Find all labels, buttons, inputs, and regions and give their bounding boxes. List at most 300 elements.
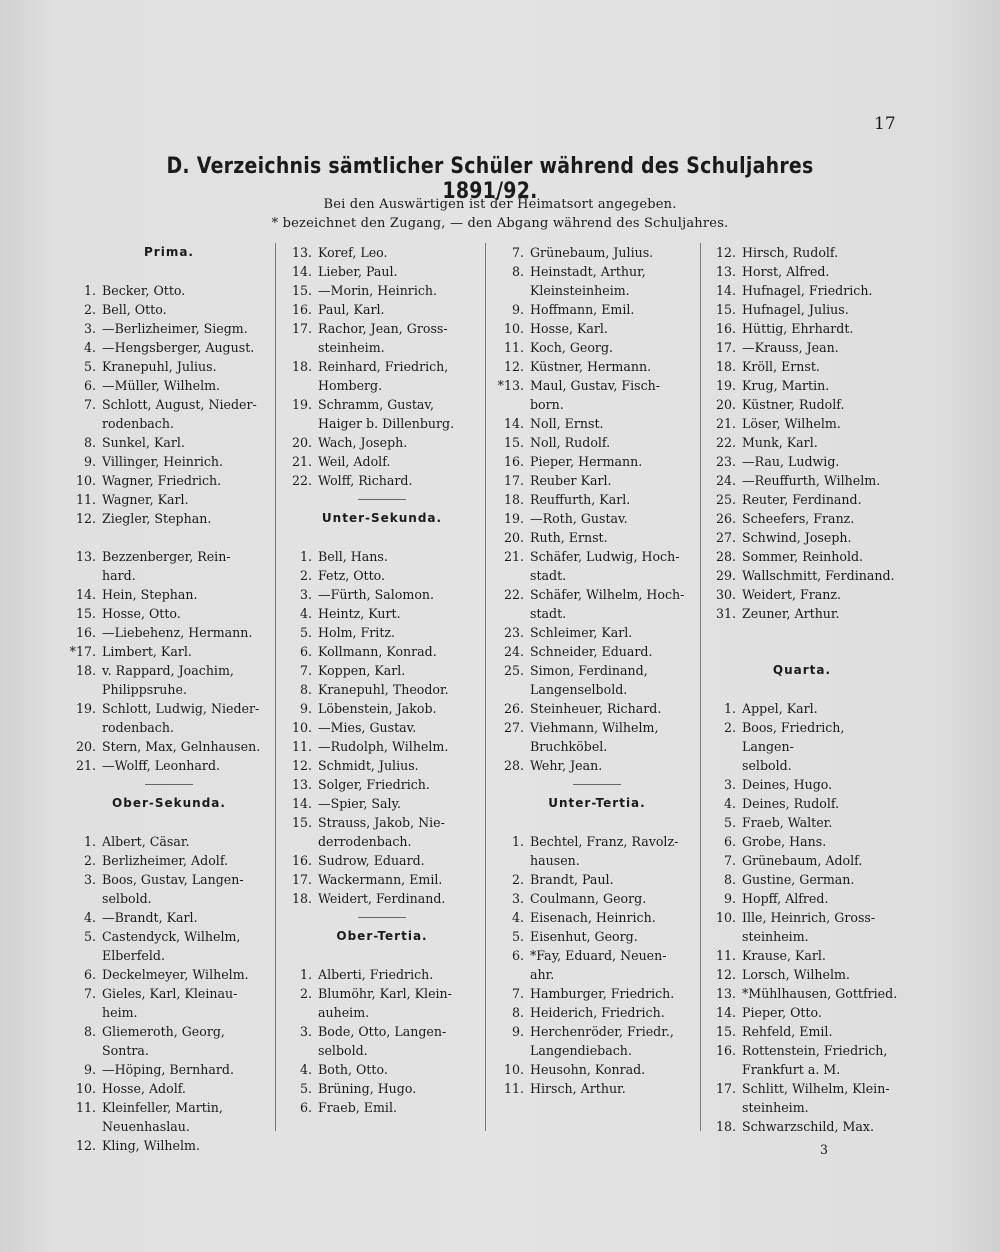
student-name: Hamburger, Friedrich. (530, 986, 675, 1001)
student-name: —Berlizheimer, Siegm. (102, 321, 248, 336)
entry-number: 17. (503, 473, 524, 488)
subtitle-line-1: Bei den Auswärtigen ist der Heimatsort angegeben. (323, 197, 677, 212)
section-divider (573, 784, 621, 785)
student-hometown: stadt. (530, 568, 567, 583)
student-name: —Spier, Saly. (318, 796, 402, 811)
student-name: Lorsch, Wilhelm. (742, 967, 850, 982)
spacer (706, 642, 898, 661)
student-name: Wallschmitt, Ferdinand. (742, 568, 895, 583)
list-item (494, 528, 700, 547)
page-number: 17 (874, 114, 896, 134)
student-name: Schwind, Joseph. (742, 530, 852, 545)
entry-number: 13. (715, 986, 736, 1001)
list-item (706, 1117, 898, 1136)
list-item (66, 433, 272, 452)
list-item (706, 547, 898, 566)
list-item (282, 281, 482, 300)
student-list-unter-sekunda-2 (494, 243, 700, 775)
entry-number: 11. (503, 340, 524, 355)
student-name: Herchenröder, Friedr., (530, 1024, 674, 1039)
student-name: Schäfer, Ludwig, Hoch- (530, 549, 680, 564)
entry-number: 3. (723, 777, 736, 792)
student-name: —Brandt, Karl. (102, 910, 198, 925)
list-item (282, 262, 482, 281)
list-item (66, 965, 272, 984)
student-name: Löser, Wilhelm. (742, 416, 841, 431)
list-item (494, 547, 700, 566)
student-name: Reuffurth, Karl. (530, 492, 631, 507)
list-item (706, 414, 898, 433)
list-item (66, 585, 272, 604)
entry-number: 19. (291, 397, 312, 412)
list-item (494, 490, 700, 509)
student-hometown: born. (530, 397, 564, 412)
student-name: Schlott, August, Nieder- (102, 397, 257, 412)
student-name: Weidert, Franz. (742, 587, 842, 602)
list-item (282, 680, 482, 699)
entry-number: 11. (291, 739, 312, 754)
student-name: Ruth, Ernst. (530, 530, 608, 545)
list-item (706, 794, 898, 813)
list-item (706, 1022, 898, 1041)
list-item (66, 452, 272, 471)
entry-number: 29. (715, 568, 736, 583)
entry-number: 1. (511, 834, 524, 849)
student-name: —Reuffurth, Wilhelm. (742, 473, 881, 488)
student-name: Kranepuhl, Theodor. (318, 682, 449, 697)
list-item (282, 433, 482, 452)
student-name: Gliemeroth, Georg, (102, 1024, 225, 1039)
entry-number: 20. (503, 530, 524, 545)
list-item (66, 509, 272, 528)
list-item (66, 642, 272, 661)
entry-number: 8. (83, 435, 96, 450)
entry-number: 21. (291, 454, 312, 469)
list-item (494, 984, 700, 1003)
entry-number: 16. (75, 625, 96, 640)
list-item (282, 775, 482, 794)
list-item (706, 528, 898, 547)
entry-number: 21. (503, 549, 524, 564)
student-name: —Rudolph, Wilhelm. (318, 739, 449, 754)
list-item (66, 300, 272, 319)
entry-number: 7. (511, 986, 524, 1001)
entry-number: 15. (291, 283, 312, 298)
entry-number: 8. (511, 1005, 524, 1020)
list-item (66, 832, 272, 851)
student-name: Albert, Cäsar. (102, 834, 190, 849)
entry-number: 5. (511, 929, 524, 944)
list-item (494, 376, 700, 395)
student-name: Krug, Martin. (742, 378, 830, 393)
student-name: Kleinfeller, Martin, (102, 1100, 223, 1115)
list-item (494, 471, 700, 490)
student-name: Kollmann, Konrad. (318, 644, 437, 659)
student-name: Ziegler, Stephan. (102, 511, 212, 526)
entry-number: 6. (299, 644, 312, 659)
column-divider (275, 243, 276, 1131)
list-item (706, 946, 898, 965)
entry-number: 6. (299, 1100, 312, 1115)
student-hometown: Frankfurt a. M. (742, 1062, 841, 1077)
student-name: Hirsch, Rudolf. (742, 245, 839, 260)
list-item (706, 965, 898, 984)
student-name: Deckelmeyer, Wilhelm. (102, 967, 249, 982)
list-item (494, 1022, 700, 1041)
student-name: Eisenhut, Georg. (530, 929, 638, 944)
student-hometown: Langenselbold. (530, 682, 628, 697)
list-item (494, 699, 700, 718)
entry-number: 6. (723, 834, 736, 849)
student-hometown: heim. (102, 1005, 138, 1020)
entry-number: 27. (503, 720, 524, 735)
entry-number: 18. (715, 1119, 736, 1134)
entry-number: 16. (503, 454, 524, 469)
list-item (494, 414, 700, 433)
student-name: Koppen, Karl. (318, 663, 406, 678)
student-name: Becker, Otto. (102, 283, 186, 298)
list-item (706, 870, 898, 889)
list-item (66, 319, 272, 338)
student-name: Wehr, Jean. (530, 758, 603, 773)
student-name: Wackermann, Emil. (318, 872, 443, 887)
entry-number: 15. (291, 815, 312, 830)
student-name: *Fay, Eduard, Neuen- (530, 948, 667, 963)
entry-number: 17. (715, 340, 736, 355)
entry-number: 11. (75, 1100, 96, 1115)
spacer (494, 813, 700, 832)
student-name: Rottenstein, Friedrich, (742, 1043, 888, 1058)
list-item (282, 699, 482, 718)
student-name: Hosse, Otto. (102, 606, 181, 621)
entry-number: 4. (299, 606, 312, 621)
student-name: Küstner, Rudolf. (742, 397, 845, 412)
list-item (706, 984, 898, 1003)
list-item (66, 490, 272, 509)
section-divider (358, 499, 406, 500)
list-item (706, 718, 898, 756)
student-name: Both, Otto. (318, 1062, 388, 1077)
list-item (66, 661, 272, 680)
entry-number: 11. (75, 492, 96, 507)
student-list-ober-sekunda-1 (66, 832, 272, 1155)
student-list-prima-2 (66, 547, 272, 775)
list-item (706, 699, 898, 718)
spacer (66, 528, 272, 547)
entry-number: 12. (503, 359, 524, 374)
student-name: Deines, Hugo. (742, 777, 833, 792)
list-item (282, 357, 482, 376)
student-name: Heintz, Kurt. (318, 606, 401, 621)
entry-number: 10. (291, 720, 312, 735)
list-item (494, 1060, 700, 1079)
list-item (706, 908, 898, 927)
student-hometown: hausen. (530, 853, 580, 868)
student-name: Rachor, Jean, Gross- (318, 321, 448, 336)
entry-number: 1. (299, 967, 312, 982)
list-item (282, 965, 482, 984)
entry-number: 6. (83, 378, 96, 393)
student-name: Steinheuer, Richard. (530, 701, 662, 716)
entry-number: 21. (715, 416, 736, 431)
list-item (282, 737, 482, 756)
entry-number: 2. (299, 986, 312, 1001)
student-hometown: hard. (102, 568, 136, 583)
list-item (282, 566, 482, 585)
student-name: Munk, Karl. (742, 435, 818, 450)
student-name: Löbenstein, Jakob. (318, 701, 437, 716)
student-hometown: Kleinsteinheim. (530, 283, 630, 298)
student-name: Reinhard, Friedrich, (318, 359, 449, 374)
entry-number: 4. (511, 910, 524, 925)
entry-number: 8. (511, 264, 524, 279)
entry-number: 8. (299, 682, 312, 697)
student-name: Schlott, Ludwig, Nieder- (102, 701, 260, 716)
entry-number: 16. (291, 302, 312, 317)
entry-number: 6. (83, 967, 96, 982)
list-item (494, 623, 700, 642)
list-item (66, 1098, 272, 1117)
list-item (282, 300, 482, 319)
list-item (706, 566, 898, 585)
student-name: Heusohn, Konrad. (530, 1062, 646, 1077)
student-name: Berlizheimer, Adolf. (102, 853, 229, 868)
section-heading-unter-tertia: Unter-Tertia. (548, 796, 646, 810)
list-item (706, 281, 898, 300)
list-item (282, 813, 482, 832)
list-item (282, 243, 482, 262)
entry-number: 22. (715, 435, 736, 450)
student-name: Wagner, Friedrich. (102, 473, 222, 488)
list-item (66, 870, 272, 889)
entry-number: 9. (299, 701, 312, 716)
entry-number: 2. (511, 872, 524, 887)
entry-number: 5. (299, 625, 312, 640)
list-item (494, 889, 700, 908)
entry-number: 12. (715, 245, 736, 260)
entry-number: 13. (715, 264, 736, 279)
student-name: Wach, Joseph. (318, 435, 408, 450)
entry-number: 12. (291, 758, 312, 773)
student-hometown: Haiger b. Dillenburg. (318, 416, 455, 431)
entry-number: 19. (503, 511, 524, 526)
entry-number: 9. (511, 1024, 524, 1039)
student-name: Kling, Wilhelm. (102, 1138, 200, 1153)
list-item (282, 471, 482, 490)
entry-number: 17. (715, 1081, 736, 1096)
student-name: —Roth, Gustav. (530, 511, 628, 526)
student-name: Kröll, Ernst. (742, 359, 820, 374)
entry-number: 4. (723, 796, 736, 811)
list-item (706, 490, 898, 509)
list-item (66, 547, 272, 566)
entry-number: 13. (291, 245, 312, 260)
entry-number: 22. (291, 473, 312, 488)
entry-number: 5. (723, 815, 736, 830)
entry-number: 4. (83, 340, 96, 355)
entry-number: 5. (83, 359, 96, 374)
student-name: Gieles, Karl, Kleinau- (102, 986, 238, 1001)
student-name: Heiderich, Friedrich. (530, 1005, 665, 1020)
entry-number: 23. (715, 454, 736, 469)
student-hometown: selbold. (742, 758, 792, 773)
student-name: Zeuner, Arthur. (742, 606, 840, 621)
list-item (282, 1022, 482, 1041)
list-item (282, 1098, 482, 1117)
student-name: Sudrow, Eduard. (318, 853, 425, 868)
student-hometown: Philippsruhe. (102, 682, 187, 697)
student-name: Hirsch, Arthur. (530, 1081, 626, 1096)
list-item (66, 281, 272, 300)
entry-number: 19. (75, 701, 96, 716)
entry-number: 25. (715, 492, 736, 507)
student-name: Solger, Friedrich. (318, 777, 430, 792)
student-name: —Wolff, Leonhard. (102, 758, 221, 773)
entry-number: *13. (497, 378, 524, 393)
list-item (282, 452, 482, 471)
student-list-quarta (706, 699, 898, 1136)
list-item (706, 604, 898, 623)
entry-number: 14. (503, 416, 524, 431)
list-item (494, 585, 700, 604)
list-item (66, 927, 272, 946)
list-item (494, 756, 700, 775)
list-item (282, 547, 482, 566)
list-item (282, 1060, 482, 1079)
entry-number: 16. (715, 1043, 736, 1058)
student-name: Gustine, German. (742, 872, 855, 887)
student-name: Schneider, Eduard. (530, 644, 653, 659)
entry-number: 12. (715, 967, 736, 982)
list-item (282, 623, 482, 642)
student-name: Fetz, Otto. (318, 568, 386, 583)
student-name: Hoffmann, Emil. (530, 302, 635, 317)
entry-number: 18. (291, 891, 312, 906)
student-name: Grünebaum, Julius. (530, 245, 654, 260)
list-item (66, 756, 272, 775)
list-item (66, 604, 272, 623)
list-item (706, 1079, 898, 1098)
entry-number: 8. (83, 1024, 96, 1039)
student-name: Grobe, Hans. (742, 834, 827, 849)
entry-number: 13. (75, 549, 96, 564)
list-item (282, 794, 482, 813)
entry-number: 13. (291, 777, 312, 792)
list-item (706, 262, 898, 281)
student-name: Noll, Ernst. (530, 416, 604, 431)
student-name: Lieber, Paul. (318, 264, 398, 279)
student-name: Koch, Georg. (530, 340, 614, 355)
entry-number: 26. (715, 511, 736, 526)
entry-number: 4. (299, 1062, 312, 1077)
entry-number: 2. (83, 302, 96, 317)
list-item (494, 452, 700, 471)
list-item (494, 832, 700, 851)
student-hometown: derrodenbach. (318, 834, 412, 849)
list-item (706, 395, 898, 414)
list-item (282, 661, 482, 680)
list-item (66, 1079, 272, 1098)
entry-number: 6. (511, 948, 524, 963)
list-item (494, 870, 700, 889)
student-name: Scheefers, Franz. (742, 511, 855, 526)
student-name: Stern, Max, Gelnhausen. (102, 739, 261, 754)
student-hometown: steinheim. (318, 340, 385, 355)
entry-number: 25. (503, 663, 524, 678)
student-name: Deines, Rudolf. (742, 796, 840, 811)
list-item (494, 300, 700, 319)
list-item (494, 927, 700, 946)
list-item (66, 395, 272, 414)
student-name: Bell, Hans. (318, 549, 388, 564)
student-name: Schleimer, Karl. (530, 625, 633, 640)
entry-number: 17. (291, 872, 312, 887)
entry-number: 4. (83, 910, 96, 925)
entry-number: 15. (75, 606, 96, 621)
student-name: —Morin, Heinrich. (318, 283, 438, 298)
entry-number: 15. (503, 435, 524, 450)
entry-number: 5. (299, 1081, 312, 1096)
list-item (282, 585, 482, 604)
entry-number: 23. (503, 625, 524, 640)
list-item (66, 623, 272, 642)
entry-number: 3. (83, 321, 96, 336)
list-item (66, 908, 272, 927)
student-hometown: Sontra. (102, 1043, 149, 1058)
student-name: Bode, Otto, Langen- (318, 1024, 447, 1039)
column-1 (66, 243, 272, 1155)
list-item (706, 1041, 898, 1060)
entry-number: 14. (715, 283, 736, 298)
student-name: Weil, Adolf. (318, 454, 391, 469)
student-name: —Rau, Ludwig. (742, 454, 840, 469)
entry-number: 3. (511, 891, 524, 906)
student-name: Ille, Heinrich, Gross- (742, 910, 876, 925)
student-name: Heinstadt, Arthur, (530, 264, 646, 279)
student-name: Schramm, Gustav, (318, 397, 435, 412)
entry-number: 20. (291, 435, 312, 450)
entry-number: 11. (715, 948, 736, 963)
entry-number: 10. (503, 321, 524, 336)
list-item (494, 262, 700, 281)
entry-number: 26. (503, 701, 524, 716)
entry-number: 20. (715, 397, 736, 412)
entry-number: 1. (723, 701, 736, 716)
student-name: Weidert, Ferdinand. (318, 891, 446, 906)
student-hometown: rodenbach. (102, 416, 174, 431)
student-name: Noll, Rudolf. (530, 435, 611, 450)
student-hometown: Neuenhaslau. (102, 1119, 190, 1134)
list-item (706, 319, 898, 338)
list-item (66, 699, 272, 718)
column-3 (494, 243, 700, 1098)
list-item (494, 1003, 700, 1022)
entry-number: 10. (75, 473, 96, 488)
entry-number: 10. (715, 910, 736, 925)
student-name: —Fürth, Salomon. (318, 587, 435, 602)
list-item (706, 832, 898, 851)
student-name: Hosse, Karl. (530, 321, 608, 336)
entry-number: 10. (75, 1081, 96, 1096)
entry-number: 9. (83, 454, 96, 469)
student-list-unter-tertia-1 (494, 832, 700, 1098)
student-name: Wagner, Karl. (102, 492, 189, 507)
list-item (494, 319, 700, 338)
list-item (494, 718, 700, 737)
student-name: Hufnagel, Julius. (742, 302, 849, 317)
student-hometown: auheim. (318, 1005, 370, 1020)
list-item (706, 338, 898, 357)
